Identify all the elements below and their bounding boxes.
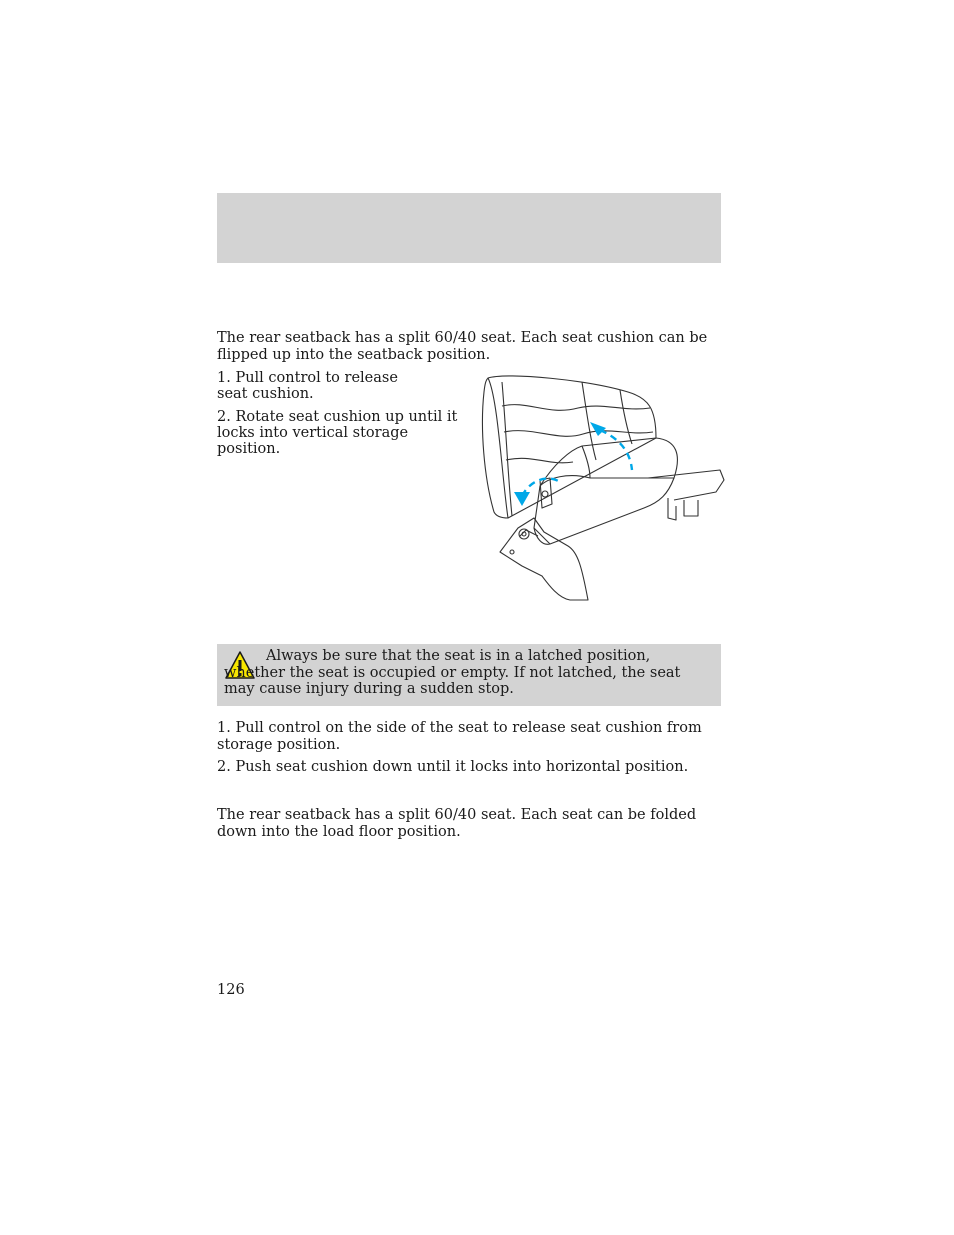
fold-up-step-2: 2. Rotate seat cushion up until it locks into vertical storage position. [217, 409, 458, 457]
seatback-paragraph: The rear seatback has a split 60/40 seat. Each seat can be folded down into the load floor position. [217, 807, 697, 840]
warning-text: Always be sure that the seat is in a latched position, whether the seat is occupied or empty. If not latched, the seat may cause injury during a sudden stop. [224, 648, 681, 697]
return-step-1: 1. Pull control on the side of the seat to release seat cushion from storage position. [217, 720, 702, 753]
section-header-band [217, 193, 721, 263]
page-number: 126 [217, 982, 245, 998]
fold-up-step-1: 1. Pull control to release seat cushion. [217, 370, 398, 402]
intro-paragraph: The rear seatback has a split 60/40 seat. Each seat cushion can be flipped up into the seatback position. [217, 330, 708, 363]
warning-box [217, 644, 721, 706]
seat-cushion-illustration [478, 368, 728, 604]
return-step-2: 2. Push seat cushion down until it locks into horizontal position. [217, 759, 689, 775]
